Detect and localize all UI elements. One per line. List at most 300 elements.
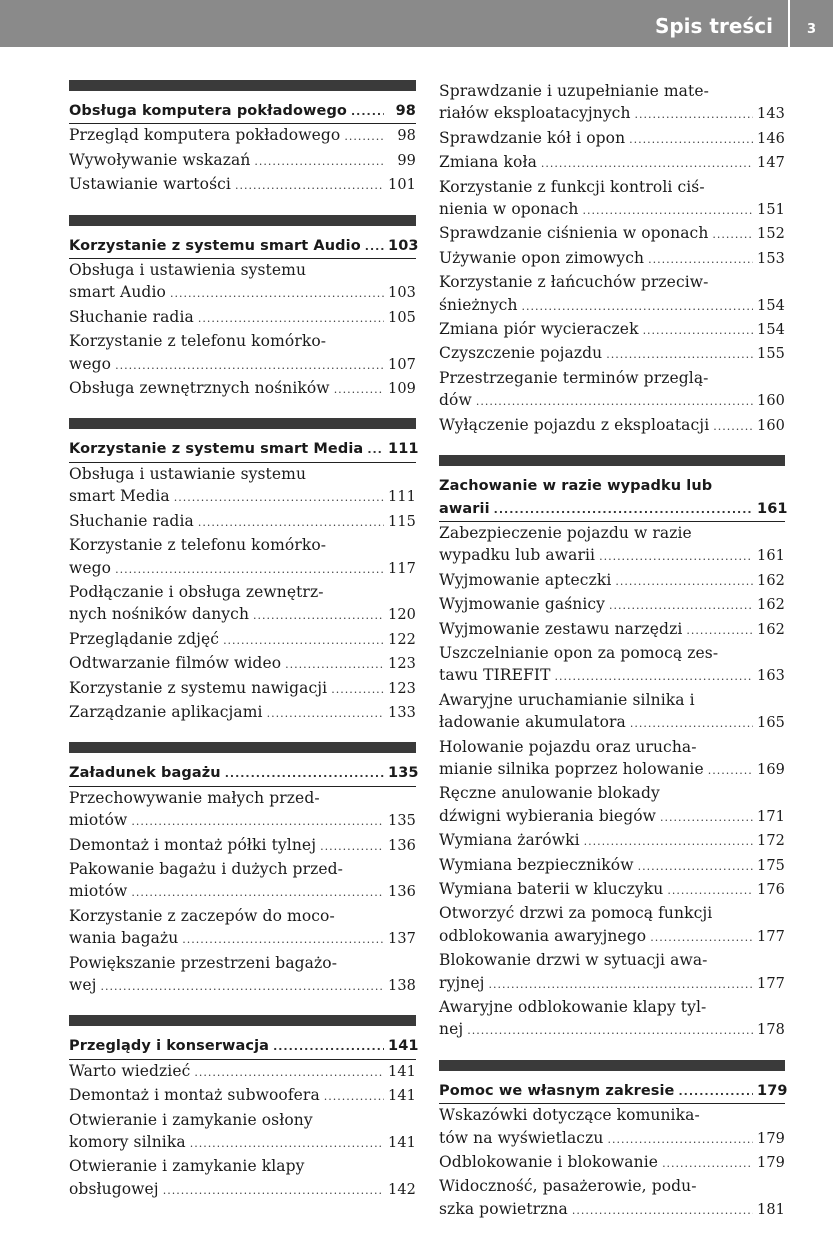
toc-entry-line [69,1109,416,1131]
toc-entry-page: 133 [388,704,416,721]
toc-entry-page: 105 [388,309,416,326]
toc-entry-line [439,996,785,1018]
toc-entry-text: dźwigni wybierania biegów [439,806,657,825]
toc-entry-line [69,485,416,509]
toc-entry[interactable] [439,318,785,342]
dot-leader [367,438,384,461]
section-heading[interactable] [69,1035,419,1059]
toc-entry-text: Wymiana bezpieczników [439,855,634,874]
toc-entry-line [69,858,416,880]
toc-entry-line [439,782,785,804]
toc-entry-line [439,689,785,711]
toc-entry-line [69,652,416,676]
section-heading-line [69,100,416,123]
toc-entry-line [69,534,416,556]
toc-entry[interactable] [439,80,785,127]
toc-entry[interactable] [439,367,785,414]
toc-entry-text: Otwieranie i zamykanie klapy [69,1157,305,1176]
toc-entry-line [69,510,416,534]
toc-entry[interactable] [439,854,785,878]
dot-leader [190,1131,384,1155]
toc-entry-text: Wyjmowanie gaśnicy [439,595,606,614]
toc-entry-text: Używanie opon zimowych [439,248,645,267]
section-heading-line [69,762,419,785]
toc-entry[interactable] [439,222,785,246]
toc-entry-text: Otworzyć drzwi za pomocą funkcji [439,904,713,923]
toc-entry-line [439,1104,785,1126]
dot-leader [131,809,384,833]
toc-entry-line [69,173,416,197]
toc-entry-page: 177 [757,975,785,992]
toc-entry[interactable] [69,463,416,510]
toc-entry-page: 147 [757,155,785,172]
toc-entry-text: nej [439,1020,464,1039]
dot-leader [194,1060,384,1084]
toc-entry-line [439,736,785,758]
toc-entry-page: 136 [388,837,416,854]
toc-entry-text: Wymiana baterii w kluczyku [439,880,664,898]
toc-entry-text: Wyłączenie pojazdu z eksploatacji [439,415,710,434]
toc-entry[interactable] [439,342,785,366]
toc-entry-line [439,176,785,198]
toc-entry-line [69,952,416,974]
toc-section [69,418,419,725]
toc-entry-text: Wymiana żarówki [439,831,580,850]
dot-leader [182,927,384,951]
toc-entry-line [439,342,785,366]
toc-entry-text: wej [69,976,97,994]
toc-entry-line [69,1155,416,1177]
section-heading-text: Korzystanie z systemu smart Media [69,441,364,458]
toc-entry-page: 123 [388,680,416,697]
toc-entry[interactable] [69,652,416,676]
toc-entry-text: Wywoływanie wskazań [69,150,251,169]
toc-entry-line [439,854,785,878]
toc-entry-text: Wyjmowanie zestawu narzędzi [439,619,683,638]
section-heading-text: awarii [439,500,490,517]
dot-leader [584,829,753,853]
toc-entry-line [439,902,785,924]
toc-entry[interactable] [69,677,416,701]
toc-entry[interactable] [439,414,785,438]
toc-entry[interactable] [69,534,416,581]
toc-entry[interactable] [439,736,785,783]
toc-entry-text: Podłączanie i obsługa zewnętrz- [69,582,324,601]
toc-entry-text: Awaryjne uruchamianie silnika i [439,690,695,709]
dot-leader [555,664,753,688]
toc-entry-line [439,642,785,664]
toc-entry[interactable] [69,1109,416,1156]
toc-entry-text: wego [69,354,112,373]
toc-entry-page: 103 [388,285,416,302]
toc-entry-page: 98 [397,128,416,145]
toc-entry-line [439,829,785,853]
toc-entry-text: Korzystanie z telefonu komórko- [69,332,327,351]
toc-entry-text: Uszczelnianie opon za pomocą zes- [439,643,719,662]
dot-leader [273,1035,384,1058]
toc-entry-line [439,522,785,544]
toc-entry-line [439,878,785,902]
toc-entry-text: Ustawianie wartości [69,175,231,194]
toc-entry-text: Obsługa zewnętrznych nośników [69,379,330,398]
toc-entry[interactable] [439,878,785,902]
toc-entry[interactable] [439,902,785,949]
dot-leader [679,1080,754,1103]
toc-entry[interactable] [69,149,416,173]
toc-entry-line [69,353,416,377]
toc-entry-text: Przegląd komputera pokładowego [69,126,341,145]
toc-entry-text: wego [69,558,112,577]
toc-entry-text: Przestrzeganie terminów przeglą- [439,368,709,387]
toc-entry-line [69,1131,416,1155]
toc-entry-line [439,1018,785,1042]
toc-entry-line [439,949,785,971]
toc-entry-line [439,414,785,438]
toc-entry[interactable] [439,176,785,223]
toc-entry-text: miotów [69,882,128,901]
dot-leader [267,701,384,725]
toc-entry-line [439,102,785,126]
toc-entry-text: smart Audio [69,283,166,302]
toc-entry[interactable] [69,377,416,401]
section-rule [69,418,416,429]
toc-entry-text: smart Media [69,487,170,506]
toc-entry-line [439,758,785,782]
toc-entry-line [69,1060,416,1084]
toc-entry-text: Blokowanie drzwi w sytuacji awa- [439,951,708,970]
toc-entry-line [439,925,785,949]
toc-entry-line [69,557,416,581]
toc-entry-line [439,151,785,175]
section-heading[interactable] [439,1080,788,1104]
section-heading[interactable] [439,475,788,522]
toc-entry[interactable] [439,1151,785,1175]
toc-section [439,80,785,438]
toc-entry-text: komory silnika [69,1133,186,1152]
section-heading[interactable] [69,762,419,786]
dot-leader [285,652,384,676]
section-rule [439,1060,785,1071]
toc-entry-text: Odblokowanie i blokowanie [439,1153,659,1172]
toc-entry-page: 154 [757,297,785,314]
dot-leader [629,127,753,151]
toc-entry-line [439,367,785,389]
toc-entry-page: 162 [757,597,785,614]
section-title: Spis treści [654,14,773,38]
toc-entry-line [439,389,785,413]
toc-entry-page: 179 [757,1155,785,1172]
toc-entry[interactable] [439,642,785,689]
toc-entry-page: 122 [388,631,416,648]
section-rule [69,742,416,753]
toc-entry-text: Zabezpieczenie pojazdu w razie [439,523,692,542]
toc-entry-text: Korzystanie z funkcji kontroli ciś- [439,177,705,196]
toc-entry[interactable] [69,1084,416,1108]
toc-section [439,455,788,1043]
dot-leader [174,485,384,509]
toc-entry-page: 123 [388,656,416,673]
toc-entry-text: odblokowania awaryjnego [439,926,647,945]
toc-entry[interactable] [439,593,785,617]
toc-entry-line [439,222,785,246]
dot-leader [713,414,753,438]
toc-entry-text: riałów eksploatacyjnych [439,104,631,123]
toc-entry-page: 99 [397,152,416,169]
section-page-number: 98 [395,103,416,119]
toc-entry-line [69,1084,416,1108]
toc-section [69,742,419,998]
dot-leader [476,389,753,413]
toc-entry-text: Zmiana piór wycieraczek [439,320,639,339]
toc-entry-line [69,787,416,809]
section-rule [69,215,416,226]
dot-leader [606,342,753,366]
dot-leader [648,247,753,271]
toc-entry-line [69,581,416,603]
toc-entry-text: tawu TIREFIT [439,666,551,685]
dot-leader [572,1198,753,1222]
toc-entry[interactable] [69,858,416,905]
toc-entry-text: Otwieranie i zamykanie osłony [69,1110,313,1129]
toc-entry-line [439,247,785,271]
dot-leader [170,281,384,305]
toc-entry-page: 146 [757,130,785,147]
dot-leader [583,198,754,222]
toc-entry[interactable] [69,1060,416,1084]
toc-entry-line [69,463,416,485]
toc-entry-line [69,677,416,701]
toc-section [439,1060,788,1222]
section-page-number: 111 [388,441,419,458]
toc-entry[interactable] [439,247,785,271]
toc-entry-line [439,1198,785,1222]
section-heading[interactable] [69,235,419,259]
toc-entry-text: mianie silnika poprzez holowanie [439,759,704,778]
toc-entry[interactable] [439,522,785,569]
toc-entry-text: Sprawdzanie i uzupełnianie mate- [439,82,709,100]
toc-entry-page: 179 [757,1130,785,1147]
section-heading-line [439,475,785,497]
toc-entry-text: Korzystanie z zaczepów do moco- [69,906,335,925]
toc-entry-text: śnieżnych [439,295,518,314]
toc-entry-page: 175 [757,857,785,874]
toc-entry-page: 117 [388,560,416,577]
toc-entry[interactable] [69,306,416,330]
dot-leader [638,854,753,878]
toc-entry-text: Powiększanie przestrzeni bagażo- [69,953,338,972]
dot-leader [101,974,384,998]
section-heading-line [439,1080,788,1103]
toc-entry-line [439,805,785,829]
toc-entry-page: 171 [757,808,785,825]
section-heading-text: Załadunek bagażu [69,765,221,782]
toc-entry-page: 109 [388,381,416,398]
dot-leader [225,762,384,785]
toc-entry-text: dów [439,391,472,410]
toc-entry[interactable] [69,628,416,652]
toc-entry-text: Korzystanie z łańcuchów przeciw- [439,273,709,292]
toc-entry-text: Obsługa i ustawienia systemu [69,261,307,280]
toc-entry[interactable] [69,701,416,725]
toc-entry-line [439,127,785,151]
toc-entry-page: 111 [388,489,416,506]
toc-entry[interactable] [439,127,785,151]
dot-leader [650,925,753,949]
toc-entry-page: 151 [757,202,785,219]
toc-entry[interactable] [439,829,785,853]
toc-entry-text: Zarządzanie aplikacjami [69,702,263,721]
toc-entry-page: 135 [388,813,416,830]
toc-entry-text: Wyjmowanie apteczki [439,570,612,589]
toc-entry-line [69,1178,416,1202]
toc-entry-text: Słuchanie radia [69,307,194,326]
page-number: 3 [806,22,817,37]
section-heading-text: Zachowanie w razie wypadku lub [439,478,713,495]
dot-leader [198,510,384,534]
toc-entry-line [69,377,416,401]
toc-entry[interactable] [69,787,416,834]
section-page-number: 161 [757,500,788,517]
toc-entry-text: Wskazówki dotyczące komunika- [439,1106,700,1125]
dot-leader [609,593,753,617]
toc-entry[interactable] [69,581,416,628]
toc-entry-line [69,306,416,330]
dot-leader [351,100,384,123]
toc-entry-line [439,1151,785,1175]
toc-entry[interactable] [439,1104,785,1151]
dot-leader [599,544,753,568]
dot-leader [235,173,384,197]
toc-entry-line [439,80,785,102]
toc-entry[interactable] [439,782,785,829]
toc-entry-page: 160 [757,417,785,434]
dot-leader [253,603,384,627]
toc-entry-text: nienia w oponach [439,200,579,219]
toc-entry[interactable] [439,1175,785,1222]
dot-leader [334,377,384,401]
toc-entry-text: Zmiana koła [439,153,537,172]
toc-entry-page: 142 [388,1181,416,1198]
dot-leader [320,834,384,858]
toc-entry-page: 162 [757,621,785,638]
toc-entry-text: Czyszczenie pojazdu [439,344,603,363]
dot-leader [115,353,384,377]
section-page-number: 135 [388,765,419,782]
toc-entry-text: Widoczność, pasażerowie, podu- [439,1177,697,1196]
toc-entry-text: tów na wyświetlaczu [439,1128,604,1147]
toc-entry-page: 155 [757,346,785,363]
section-heading-line [69,235,419,258]
toc-entry[interactable] [439,618,785,642]
toc-entry-page: 120 [388,607,416,624]
toc-entry-line [69,905,416,927]
dot-leader [708,758,753,782]
dot-leader [467,1018,753,1042]
dot-leader [630,711,753,735]
toc-left-column [69,80,419,1219]
toc-entry[interactable] [69,905,416,952]
toc-entry-line [439,1175,785,1197]
toc-entry-line [439,198,785,222]
toc-entry-line [69,124,416,148]
section-rule [439,455,785,466]
toc-entry-page: 177 [757,928,785,945]
section-rule [69,80,416,91]
toc-entry-page: 176 [757,882,785,898]
dot-leader [365,235,384,258]
toc-entry-line [69,628,416,652]
dot-leader [163,1178,384,1202]
toc-entry[interactable] [69,510,416,534]
toc-entry[interactable] [69,173,416,197]
toc-entry[interactable] [439,949,785,996]
toc-entry-page: 165 [757,715,785,732]
toc-entry-page: 169 [757,761,785,778]
toc-entry-text: wypadku lub awarii [439,546,596,565]
toc-entry[interactable] [69,124,416,148]
toc-entry-page: 154 [757,322,785,339]
toc-entry-line [69,974,416,998]
toc-entry-page: 163 [757,668,785,685]
toc-section [69,215,419,402]
toc-entry-line [439,294,785,318]
toc-right-column [439,80,788,1239]
section-heading-line [439,498,788,521]
section-heading[interactable] [69,100,416,124]
section-page-number: 179 [757,1082,788,1099]
toc-entry[interactable] [439,996,785,1043]
toc-entry-line [69,809,416,833]
toc-entry-text: Awaryjne odblokowanie klapy tyl- [439,998,707,1017]
dot-leader [686,618,753,642]
toc-entry-line [69,259,416,281]
toc-entry-page: 181 [757,1201,785,1218]
toc-entry-line [69,880,416,904]
toc-entry-line [69,927,416,951]
dot-leader [344,124,384,148]
toc-entry-page: 138 [388,978,416,994]
toc-entry-text: Korzystanie z systemu nawigacji [69,678,328,697]
toc-entry-text: obsługowej [69,1179,159,1198]
toc-entry[interactable] [69,330,416,377]
dot-leader [607,1127,753,1151]
section-heading-text: Obsługa komputera pokładowego [69,103,347,119]
toc-entry[interactable] [439,151,785,175]
toc-entry[interactable] [69,834,416,858]
toc-entry[interactable] [439,689,785,736]
toc-entry-line [439,618,785,642]
toc-entry[interactable] [69,259,416,306]
toc-entry[interactable] [69,1155,416,1202]
section-page-number: 141 [388,1038,419,1055]
dot-leader [615,569,753,593]
toc-entry-text: Holowanie pojazdu oraz urucha- [439,737,697,756]
toc-entry[interactable] [69,952,416,999]
toc-entry-page: 141 [388,1088,416,1105]
toc-entry-page: 141 [388,1135,416,1152]
toc-entry-text: Warto wiedzieć [69,1061,191,1080]
toc-entry-text: Korzystanie z telefonu komórko- [69,536,327,555]
toc-entry-page: 115 [388,513,416,530]
section-heading[interactable] [69,438,419,462]
toc-entry-line [69,834,416,858]
toc-entry[interactable] [439,271,785,318]
section-heading-text: Korzystanie z systemu smart Audio [69,237,361,254]
toc-entry-text: ryjnej [439,973,485,992]
toc-entry-page: 160 [757,393,785,410]
toc-entry-page: 107 [388,356,416,373]
toc-entry[interactable] [439,569,785,593]
